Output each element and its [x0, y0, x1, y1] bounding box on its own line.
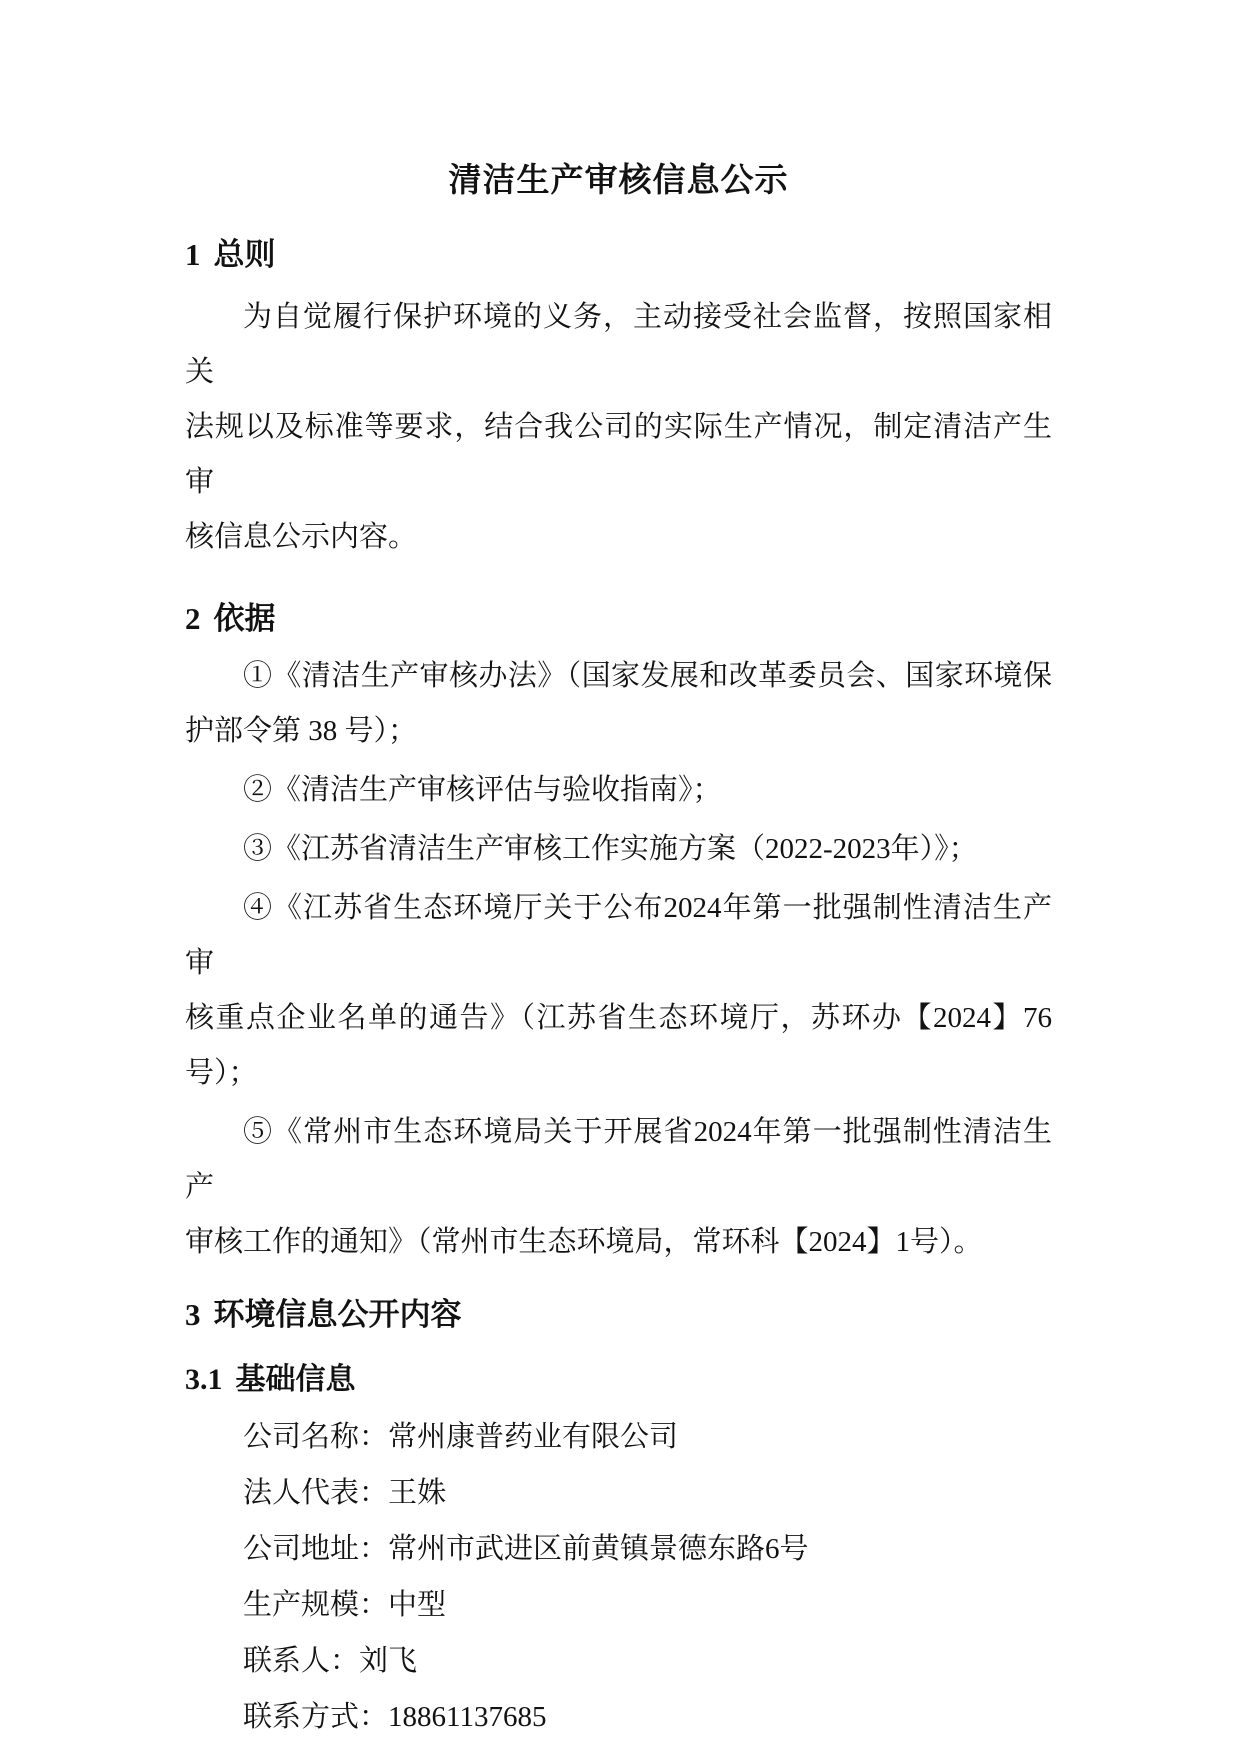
- text-line: ③《江苏省清洁生产审核工作实施方案（2022-2023年）》；: [243, 833, 978, 865]
- section-2-title: 依据: [213, 601, 276, 636]
- info-value: 刘飞: [359, 1645, 418, 1677]
- info-value: 王姝: [388, 1477, 447, 1509]
- section-3-title: 环境信息公开内容: [213, 1297, 462, 1332]
- text-line: 护部令第 38 号）；: [185, 715, 418, 747]
- section-3-1-number: 3.1: [185, 1363, 223, 1396]
- document-title: 清洁生产审核信息公示: [448, 163, 789, 199]
- general-rules-paragraph: [185, 290, 1052, 565]
- section-1-heading: [185, 235, 1052, 275]
- text-line: 审核工作的通知》（常州市生态环境局，常环科【2024】1号）。: [185, 1226, 983, 1258]
- section-3-number: 3: [185, 1297, 201, 1332]
- info-value: 常州康普药业有限公司: [388, 1421, 679, 1453]
- section-2-number: 2: [185, 601, 201, 636]
- info-value: 常州市武进区前黄镇景德东路6号: [388, 1533, 809, 1565]
- text-line: 号）；: [185, 1057, 258, 1089]
- info-label: 联系人：: [243, 1645, 360, 1677]
- section-1-title: 总则: [213, 237, 276, 272]
- text-line: 法规以及标准等要求，结合我公司的实际生产情况，制定清洁产生审: [185, 411, 1052, 498]
- section-2-heading: [185, 599, 1052, 639]
- info-label: 法人代表：: [243, 1477, 389, 1509]
- info-label: 公司名称：: [243, 1421, 389, 1453]
- reference-item-5: [185, 1105, 1052, 1270]
- info-row-production-scale: [185, 1577, 1052, 1633]
- section-3-1-heading: [185, 1360, 1052, 1400]
- info-value: 18861137685: [388, 1701, 547, 1733]
- reference-item-4: [185, 881, 1052, 1101]
- info-row-contact-phone: [185, 1689, 1052, 1745]
- info-row-company-address: [185, 1521, 1052, 1577]
- text-line: ④《江苏省生态环境厅关于公布2024年第一批强制性清洁生产审: [185, 892, 1052, 979]
- section-environment-info: [185, 1295, 1052, 1745]
- info-label: 联系方式：: [243, 1701, 389, 1733]
- reference-item-2: [185, 763, 1052, 818]
- info-label: 公司地址：: [243, 1533, 389, 1565]
- reference-item-1: [185, 649, 1052, 759]
- info-row-contact-person: [185, 1633, 1052, 1689]
- text-line: ⑤《常州市生态环境局关于开展省2024年第一批强制性清洁生产: [185, 1116, 1052, 1203]
- section-basis: [185, 599, 1052, 1270]
- info-value: 中型: [388, 1589, 447, 1621]
- info-row-legal-representative: [185, 1465, 1052, 1521]
- section-general-rules: [185, 235, 1052, 565]
- text-line: 为自觉履行保护环境的义务，主动接受社会监督，按照国家相关: [185, 301, 1052, 388]
- info-label: 生产规模：: [243, 1589, 389, 1621]
- basic-info-list: [185, 1409, 1052, 1745]
- reference-item-3: [185, 822, 1052, 877]
- section-3-1-title: 基础信息: [235, 1363, 356, 1396]
- text-line: 核信息公示内容。: [185, 521, 418, 553]
- section-1-number: 1: [185, 237, 201, 272]
- text-line: ①《清洁生产审核办法》（国家发展和改革委员会、国家环境保: [243, 660, 1052, 692]
- section-3-heading: [185, 1295, 1052, 1335]
- text-line: 核重点企业名单的通告》（江苏省生态环境厅，苏环办【2024】76: [185, 1002, 1052, 1034]
- info-row-company-name: [185, 1409, 1052, 1465]
- text-line: ②《清洁生产审核评估与验收指南》；: [243, 774, 722, 806]
